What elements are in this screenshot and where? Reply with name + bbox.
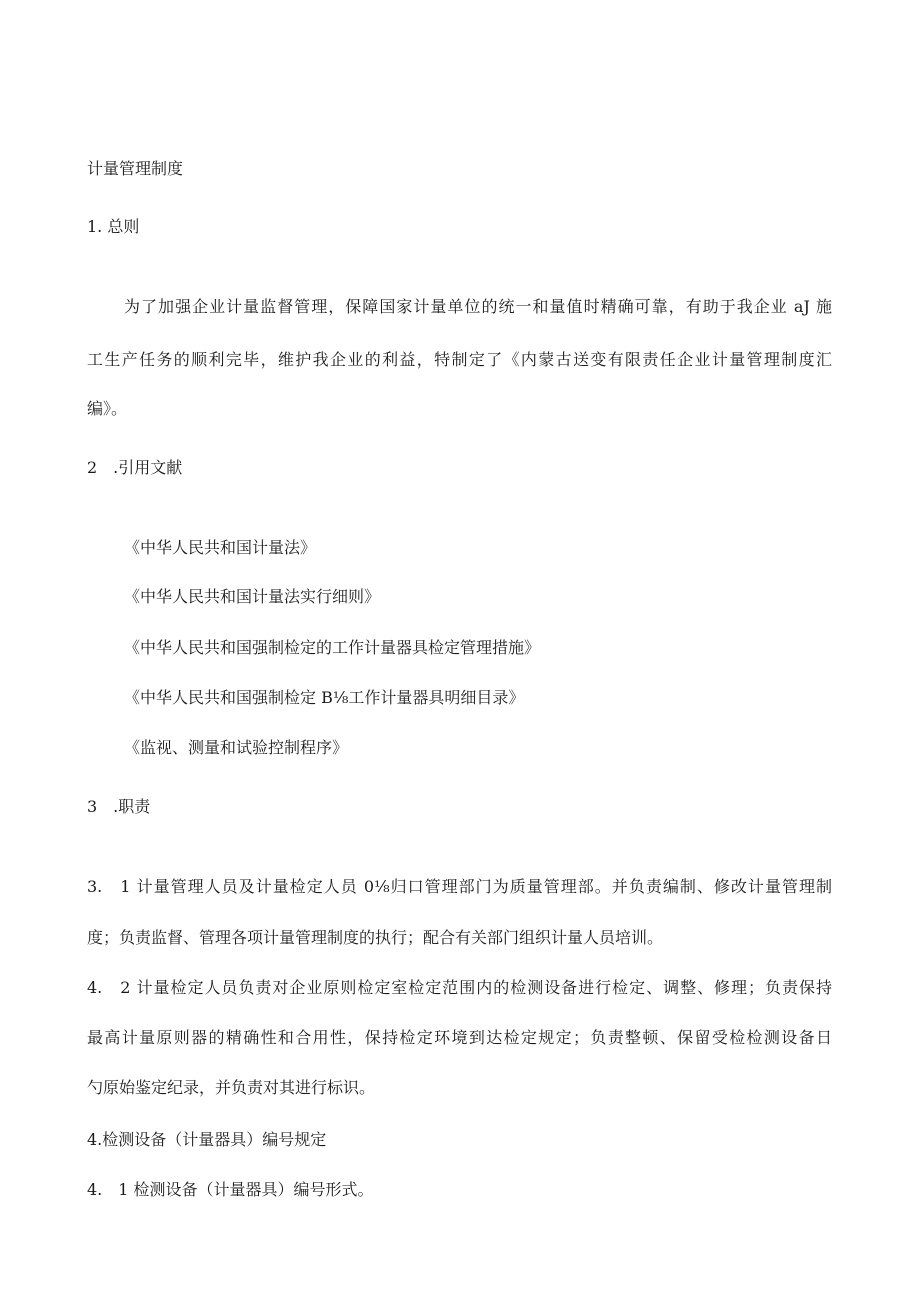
reference-item: 《中华人民共和国计量法》 <box>124 538 317 557</box>
section-3-2-line-3: 勺原始鉴定纪录，并负责对其进行标识。 <box>87 1078 376 1097</box>
section-3-1-line-2: 度；负责监督、管理各项计量管理制度的执行；配合有关部门组织计量人员培训。 <box>87 928 664 947</box>
section-3-2-line-2: 最高计量原则器的精确性和合用性，保持检定环境到达检定规定；负责整顿、保留受检检测设备日 <box>87 1028 832 1047</box>
document-title: 计量管理制度 <box>87 159 184 178</box>
reference-item: 《中华人民共和国计量法实行细则》 <box>124 587 381 606</box>
reference-item: 《监视、测量和试验控制程序》 <box>124 738 349 757</box>
reference-item: 《中华人民共和国强制检定的工作计量器具检定管理措施》 <box>124 638 541 657</box>
section-1-paragraph-line-2: 工生产任务的顺利完毕，维护我企业的利益，特制定了《内蒙古送变有限责任企业计量管理制度汇 <box>87 350 832 369</box>
section-1-paragraph-line-1: 为了加强企业计量监督管理，保障国家计量单位的统一和量值时精确可靠，有助于我企业 aJ 施 <box>124 297 832 316</box>
section-3-heading: 3 .职责 <box>87 797 151 816</box>
section-3-2-line-1: 4. 2 计量检定人员负责对企业原则检定室检定范围内的检测设备进行检定、调整、修理；负责保持 <box>87 978 832 997</box>
section-4-heading: 4.检测设备（计量器具）编号规定 <box>87 1130 327 1149</box>
section-4-1-line: 4. 1 检测设备（计量器具）编号形式。 <box>87 1180 374 1199</box>
section-2-heading: 2 .引用文献 <box>87 458 183 477</box>
section-1-paragraph-line-3: 编》。 <box>87 399 128 418</box>
section-3-1-line-1: 3. 1 计量管理人员及计量检定人员 0⅛归口管理部门为质量管理部。并负责编制、修改计量管理制 <box>87 877 832 896</box>
section-1-heading: 1. 总则 <box>87 217 140 236</box>
reference-item: 《中华人民共和国强制检定 B⅛工作计量器具明细目录》 <box>124 688 525 707</box>
